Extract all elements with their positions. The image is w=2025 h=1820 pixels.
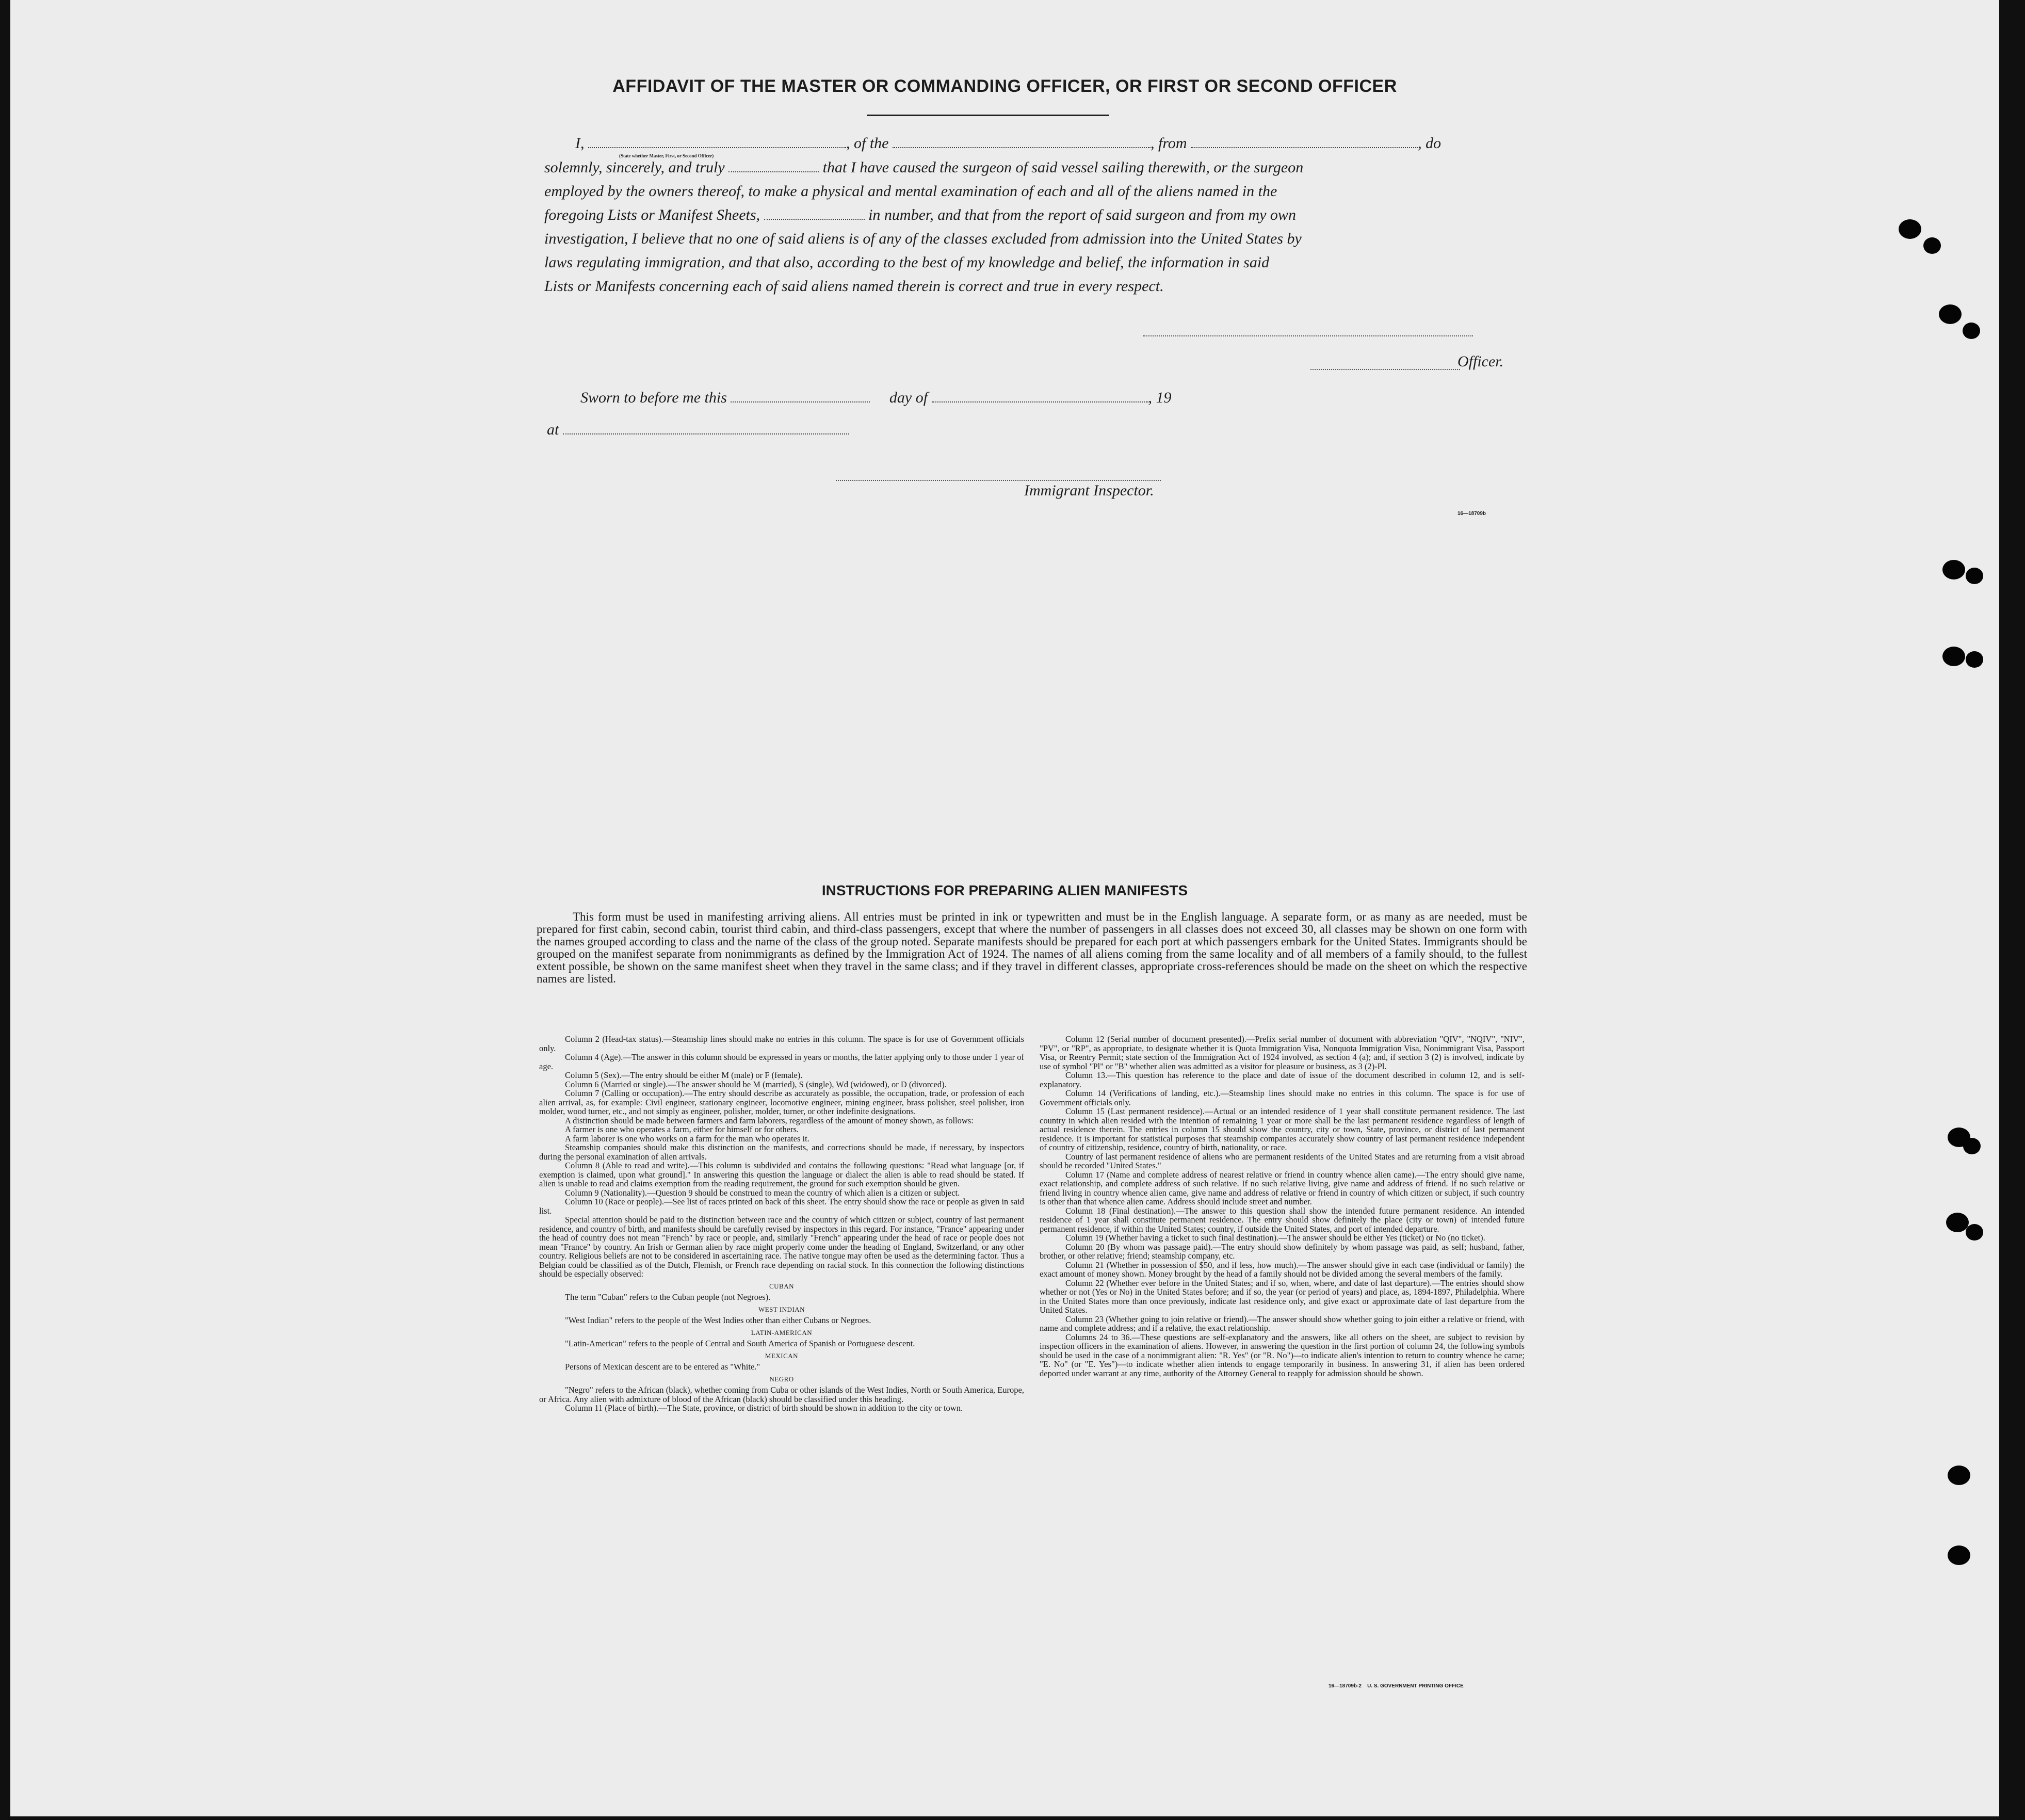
affidavit-line-3: employed by the owners thereof, to make a physical and mental examination of each and all of the aliens named in the: [544, 183, 1277, 200]
officer-title-line: [1310, 369, 1460, 370]
left-paragraph: Column 10 (Race or people).—See list of races printed on back of this sheet. The entry should show the race or people as given in said list.: [539, 1197, 1025, 1216]
binder-hole-icon: [1946, 1213, 1969, 1232]
right-paragraph: Column 12 (Serial number of document presented).—Prefix serial number of document with abbreviation "QIV", "NQIV", "NIV", "PV", or "RP", as appropriate, to designate whether it is Quota Immigration Visa, Nonquota Immigration Visa, Nonimmigrant Visa, Passport Visa, or Reentry Permit; state section of the Immigration Act of 1924 involved, as section 4 (a); and, if section 3 (2) is involved, indicate by use of symbol "Pl" or "B" whether alien was admitted as a visitor for pleasure or business, as 3 (2)-Pl.: [1040, 1034, 1525, 1071]
left-paragraph: Column 11 (Place of birth).—The State, province, or district of birth should be shown in addition to the city or town.: [565, 1403, 963, 1413]
left-paragraph: Column 9 (Nationality).—Question 9 should be construed to mean the country of which alien is a citizen or subject.: [565, 1187, 960, 1198]
line4-a: foregoing Lists or Manifest Sheets,: [544, 206, 760, 223]
affidavit-title: AFFIDAVIT OF THE MASTER OR COMMANDING OFFICER, OR FIRST OR SECOND OFFICER: [612, 76, 1397, 96]
left-paragraph: Column 5 (Sex).—The entry should be either M (male) or F (female).: [565, 1070, 803, 1080]
day-of-label: day of: [889, 389, 928, 406]
binder-hole-icon: [1963, 323, 1980, 339]
at-label: at: [547, 421, 559, 438]
line1-i: I,: [575, 135, 585, 152]
affidavit-line-2: [544, 156, 1303, 180]
left-paragraph: Column 8 (Able to read and write).—This column is subdivided and contains the following questions: "Read what language [or, if exemption is claimed, upon what ground]." In answering this question the language or dialect the alien is able to read should be stated. If alien is unable to read and claims exemption from the reading requirement, the ground for such exemption should be given.: [539, 1161, 1024, 1188]
document-page: [10, 0, 1999, 1816]
binder-hole-icon: [1963, 1138, 1981, 1154]
sworn-line: [580, 386, 1172, 410]
left-paragraph: "Latin-American" refers to the people of Central and South America of Spanish or Portuguese descent.: [565, 1339, 915, 1348]
right-paragraph: Column 23 (Whether going to join relative or friend).—The answer should show whether going to join either a relative or friend, with name and complete address; and if a relative, the exact relationship.: [1040, 1314, 1525, 1333]
section-heading-latin-american: LATIN-AMERICAN: [751, 1328, 813, 1336]
officer-signature-line: [1143, 335, 1473, 336]
line2-a: solemnly, sincerely, and truly: [544, 159, 725, 176]
sworn-day-blank: [731, 398, 870, 402]
line4-b: in number, and that from the report of said surgeon and from my own: [868, 206, 1296, 223]
year-label: , 19: [1148, 389, 1172, 406]
binder-hole-icon: [1942, 560, 1965, 579]
line1-do: , do: [1418, 135, 1441, 152]
binder-hole-icon: [1948, 1465, 1970, 1485]
sworn-place-blank: [563, 430, 849, 434]
officer-rank-blank: [588, 144, 846, 148]
binder-hole-icon: [1923, 237, 1941, 254]
left-paragraph: Persons of Mexican descent are to be entered as "White.": [565, 1362, 760, 1372]
at-line: [547, 418, 849, 442]
right-paragraph: Column 19 (Whether having a ticket to such final destination).—The answer should be either Yes (ticket) or No (no ticket).: [1065, 1233, 1485, 1243]
sworn-month-blank: [932, 398, 1148, 402]
left-paragraph: Steamship companies should make this distinction on the manifests, and corrections should be made, if necessary, by inspectors during the personal examination of alien arrivals.: [539, 1142, 1024, 1162]
left-paragraph: A farmer is one who operates a farm, either for himself or for others.: [565, 1124, 799, 1134]
officer-label: Officer.: [1457, 353, 1504, 370]
vessel-blank: [893, 144, 1151, 148]
left-paragraph: "West Indian" refers to the people of the West Indies other than either Cubans or Negroes.: [565, 1315, 871, 1325]
instructions-left-column: [539, 1035, 1024, 1413]
section-heading-mexican: MEXICAN: [765, 1351, 799, 1360]
right-paragraph: Column 17 (Name and complete address of nearest relative or friend in country whence alien came).—The entry should give name, exact relationship, and complete address of such relative. If no such relative living, give name and address of friend. If no such relative or friend living in country whence alien came, give name and address of relative or friend in country of which citizen or subject, if such country is other than that whence alien came. Address should include street and number.: [1040, 1169, 1525, 1206]
binder-hole-icon: [1966, 1224, 1983, 1241]
binder-hole-icon: [1899, 219, 1921, 239]
left-paragraph: Column 7 (Calling or occupation).—The entry should describe as accurately as possible, the occupation, trade, or profession of each alien arrival, as, for example: Civil engineer, stationary engineer, locomotive engineer, mining engineer, brass polisher, steel polisher, iron molder, wood turner, etc., and not simply as engineer, polisher, molder, turner, or other indefinite designations.: [539, 1088, 1024, 1116]
line2-b: that I have caused the surgeon of said vessel sailing therewith, or the surgeon: [822, 159, 1304, 176]
form-number: 16—18709b: [1457, 511, 1486, 517]
footer-form-number: [1329, 1683, 1464, 1689]
binder-hole-icon: [1966, 568, 1983, 584]
binder-hole-icon: [1966, 651, 1983, 668]
instructions-title: INSTRUCTIONS FOR PREPARING ALIEN MANIFESTS: [821, 882, 1188, 898]
section-heading-cuban: CUBAN: [769, 1282, 794, 1290]
left-paragraph: "Negro" refers to the African (black), whether coming from Cuba or other islands of the West Indies, North or South America, Europe, or Africa. Any alien with admixture of blood of the African (black) should be classified under this heading.: [539, 1385, 1024, 1404]
left-paragraph: Column 4 (Age).—The answer in this column should be expressed in years or months, the latter applying only to those under 1 year of age.: [539, 1052, 1024, 1071]
left-paragraph: Column 6 (Married or single).—The answer should be M (married), S (single), Wd (widowed), or D (divorced).: [565, 1079, 947, 1089]
affidavit-line-6: laws regulating immigration, and that also, according to the best of my knowledge and belief, the information in said: [544, 254, 1270, 271]
section-heading-west-indian: WEST INDIAN: [758, 1305, 805, 1313]
affidavit-line-7: Lists or Manifests concerning each of said aliens named therein is correct and true in every respect.: [544, 278, 1164, 295]
footer-form-id: 16—18709b-2: [1329, 1683, 1362, 1689]
sheets-number-blank: [764, 216, 865, 220]
affidavit-line-1: [575, 132, 1441, 155]
left-paragraph: Column 2 (Head-tax status).—Steamship lines should make no entries in this column. The space is for use of Government officials only.: [539, 1034, 1024, 1053]
line1-from: , from: [1151, 135, 1187, 152]
section-heading-negro: NEGRO: [769, 1375, 794, 1383]
affidavit-line-5: investigation, I believe that no one of said aliens is of any of the classes excluded from admission into the United States by: [544, 230, 1302, 247]
right-paragraph: Columns 24 to 36.—These questions are self-explanatory and the answers, like all others on the sheet, are subject to revision by inspection officers in the examination of aliens. However, in answering the question in the first portion of column 24, the following symbols should be used in the case of a nonimmigrant alien: "R. Yes" (or "R. No")—to indicate alien's intention to return to country whence he came; "E. No" (or "E. Yes")—to indicate whether alien intends to engage temporarily in business. In answering 31, if alien has been ordered deported under warrant at any time, authority of the Attorney General to reapply for admission should be shown.: [1040, 1332, 1525, 1378]
right-paragraph: Column 14 (Verifications of landing, etc.).—Steamship lines should make no entries in this column. The space is for use of Government officials only.: [1040, 1088, 1525, 1107]
left-paragraph: The term "Cuban" refers to the Cuban people (not Negroes).: [565, 1292, 771, 1302]
left-paragraph: Special attention should be paid to the distinction between race and the country of which citizen or subject, country of last permanent residence, and country of birth, and manifests should be carefully revised by inspectors in this regard. For instance, "France" appearing under the head of country does not mean "French" by race or people, and, similarly "French" appearing under the head of race or people does not mean "France" by country. An Irish or German alien by race might properly come under the heading of England, Switzerland, or any other country. Religious beliefs are not to be considered in ascertaining race. The native tongue may often be used as the determining factor. Thus a Belgian could be classified as of the Dutch, Flemish, or French race depending on racial stock. In this connection the following distinctions should be especially observed:: [539, 1215, 1024, 1279]
right-paragraph: Column 20 (By whom was passage paid).—The entry should show definitely by whom passage was paid, as self; husband, father, brother, or other relative; friend; steamship company, etc.: [1040, 1242, 1525, 1261]
right-paragraph: Column 18 (Final destination).—The answer to this question shall show the intended future permanent residence. An intended residence of 1 year shall constitute permanent residence. The entry should show definitely the place (city or town) of intended future permanent residence, if within the United States; country, if outside the United States, and port of intended departure.: [1040, 1205, 1525, 1234]
left-paragraph: A distinction should be made between farmers and farm laborers, regardless of the amount of money shown, as follows:: [565, 1115, 974, 1125]
master-caption: (State whether Master, First, or Second Officer): [619, 153, 714, 158]
line1-of-the: , of the: [846, 135, 889, 152]
instructions-right-column: [1040, 1035, 1525, 1378]
binder-hole-icon: [1942, 647, 1965, 666]
right-paragraph: Column 22 (Whether ever before in the United States; and if so, when, where, and date of last departure).—The entries should show whether or not (Yes or No) in the United States before; and if so, the year (or period of years) and place, as, 1894-1897, Philadelphia. Where in the United States more than once previously, indicate last residence only, and give exact or approximate date of last departure from the United States.: [1040, 1278, 1525, 1315]
inspector-label: Immigrant Inspector.: [1024, 482, 1154, 499]
right-paragraph: Column 13.—This question has reference to the place and date of issue of the document described in column 12, and is self-explanatory.: [1040, 1070, 1525, 1089]
right-paragraph: Column 21 (Whether in possession of $50, and if less, how much).—The answer should give in each case (individual or family) the exact amount of money shown. Money brought by the head of a family should not be divided among the several members of the family.: [1040, 1260, 1525, 1279]
oath-blank: [728, 168, 819, 172]
right-paragraph: Country of last permanent residence of aliens who are permanent residents of the United States and are returning from a visit abroad should be recorded "United States.": [1040, 1151, 1525, 1170]
instructions-intro: This form must be used in manifesting arriving aliens. All entries must be printed in ink or typewritten and must be in the English language. A separate form, or as many as are needed, must be prepared for first cabin, second cabin, tourist third cabin, and third-class passengers, except that where the number of passengers in all classes does not exceed 30, all classes may be shown on one form with the names grouped according to class and the name of the class of the group noted. Separate manifests should be prepared for each port at which passengers embark for the United States. Immigrants should be grouped on the manifest separate from nonimmigrants as defined by the Immigration Act of 1924. The names of all aliens coming from the same locality and of all members of a family should, to the fullest extent possible, be shown on the same manifest sheet when they travel in the same class; and if they travel in different classes, appropriate cross-references should be made on the sheet on which the respective names are listed.: [537, 910, 1527, 985]
printer-credit: U. S. GOVERNMENT PRINTING OFFICE: [1367, 1683, 1464, 1689]
binder-hole-icon: [1939, 304, 1962, 324]
binder-hole-icon: [1948, 1545, 1970, 1565]
port-blank: [1191, 144, 1418, 148]
affidavit-line-4: [544, 203, 1296, 227]
title-underline: [867, 115, 1109, 116]
left-paragraph: A farm laborer is one who works on a farm for the man who operates it.: [565, 1133, 809, 1143]
sworn-label: Sworn to before me this: [580, 389, 727, 406]
right-paragraph: Column 15 (Last permanent residence).—Actual or an intended residence of 1 year shall constitute permanent residence. The last country in which alien resided with the intention of remaining 1 year or more shall be the last permanent residence regardless of length of actual residence therein. The entries in column 15 should show the country, city or town, State, province, or district of last permanent residence. It is important for statistical purposes that steamship companies accurately show country of last permanent residence independent of country of citizenship, residence, country of birth, nationality, or race.: [1040, 1106, 1525, 1152]
